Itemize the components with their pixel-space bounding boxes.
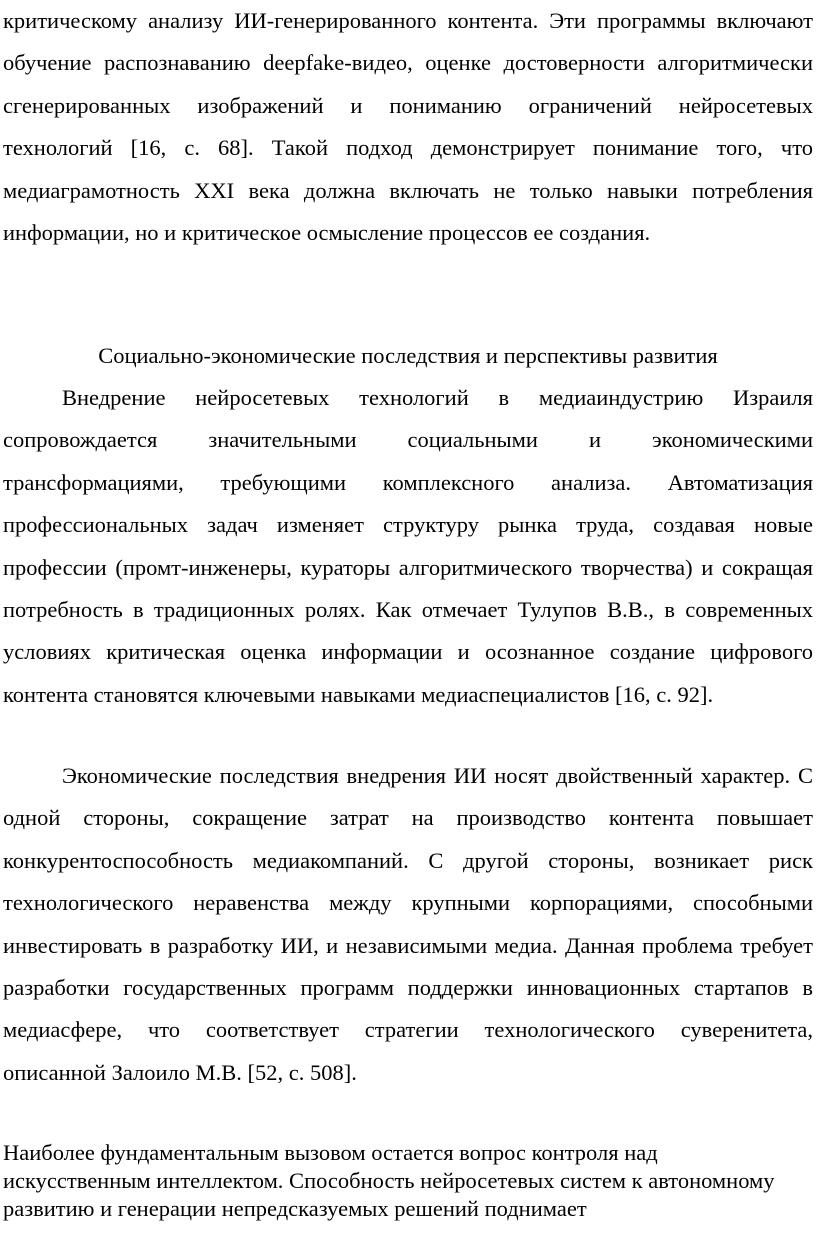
paragraph-continuation: критическому анализу ИИ-генерированного контента. Эти программы включают обучение распознаванию deepfake-видео, оценке достоверности алгоритмически сгенерированных изображений и пониманию ограничений нейросетевых технологий [16, с. 68]. Такой подход демонстрирует понимание того, что медиаграмотность XXI века должна включать не только навыки потребления информации, но и критическое осмысление процессов ее создания. xyxy=(3,8,813,246)
section-heading: Социально-экономические последствия и перспективы развития xyxy=(98,343,718,368)
paragraph-economic-consequences: Экономические последствия внедрения ИИ носят двойственный характер. С одной стороны, сокращение затрат на производство контента повышает конкурентоспособность медиакомпаний. С другой стороны, возникает риск технологического неравенства между крупными корпорациями, способными инвестировать в разработку ИИ, и независимыми медиа. Данная проблема требует разработки государственных программ поддержки инновационных стартапов в медиасфере, что соответствует стратегии технологического суверенитета, описанной Залоило М.В. [52, с. 508]. xyxy=(3,763,813,1085)
paragraph-social-economic: Внедрение нейросетевых технологий в медиаиндустрию Израиля сопровождается значительными социальными и экономическими трансформациями, требующими комплексного анализа. Автоматизация профессиональных задач изменяет структуру рынка труда, создавая новые профессии (промт-инженеры, кураторы алгоритмического творчества) и сокращая потребность в традиционных ролях. Как отмечает Тулупов В.В., в современных условиях критическая оценка информации и осознанное создание цифрового контента становятся ключевыми навыками медиаспециалистов [16, с. 92]. xyxy=(3,385,813,707)
paragraph-control-challenge: Наиболее фундаментальным вызовом остается вопрос контроля над искусственным интеллектом. Способность нейросетевых систем к автономному развитию и генерации непредсказуемых решений поднимает xyxy=(3,1140,775,1221)
